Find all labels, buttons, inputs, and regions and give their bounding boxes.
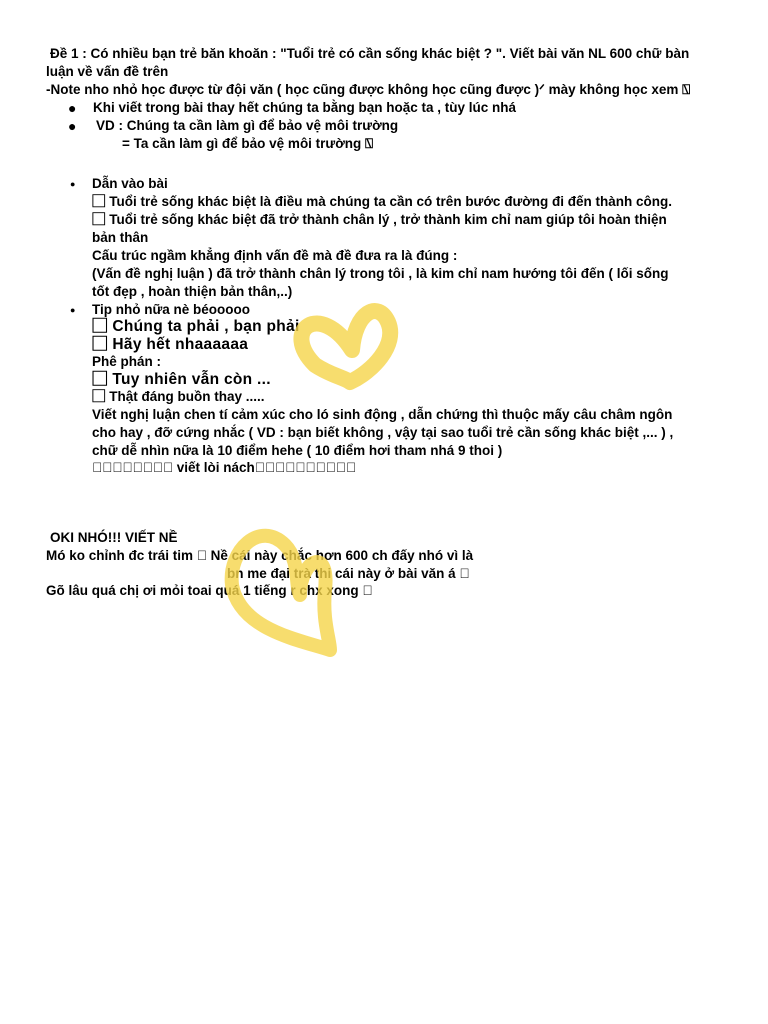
tips-line-1: ⃞ Chúng ta phải , bạn phải: [92, 318, 300, 335]
note-bullet-2-sub: = Ta cần làm gì để bảo vệ môi trường ⍂: [122, 136, 374, 151]
bullet-dot-icon: ●: [70, 305, 76, 315]
tips-title: Tip nhỏ nữa nè béooooo: [92, 302, 251, 317]
intro-line-5: (Vấn đề nghị luận ) đã trở thành chân lý trong tôi , là kim chỉ nam hướng tôi đến ( lối sống: [92, 266, 669, 281]
intro-line-4: Cấu trúc ngầm khẳng định vấn đề mà đề đưa ra là đúng :: [92, 248, 458, 263]
footer-line-3: bn me đại trà thi cái này ở bài văn á ⃞: [227, 566, 470, 581]
tips-line-6: Viết nghị luận chen tí cảm xúc cho ló sinh động , dẫn chứng thì thuộc mấy câu châm ngôn: [92, 407, 673, 422]
intro-line-2: ⃞ Tuổi trẻ sống khác biệt đã trở thành chân lý , trở thành kim chỉ nam giúp tôi hoàn thiện: [92, 212, 667, 227]
note-bullet-1: Khi viết trong bài thay hết chúng ta bằng bạn hoặc ta , tùy lúc nhá: [93, 100, 517, 115]
note-line: -Note nho nhỏ học được từ đội văn ( học cũng được không học cũng được )ᐟ mày không học xem ⍂: [46, 82, 691, 97]
footer-line-4: Gõ lâu quá chị ơi mỏi toai quá 1 tiếng r chx xong ⃞: [46, 583, 373, 598]
intro-line-6: tốt đẹp , hoàn thiện bản thân,..): [92, 284, 293, 299]
tips-line-2: ⃞ Hãy hết nhaaaaaa: [92, 336, 249, 353]
prompt-line-1: Đề 1 : Có nhiều bạn trẻ băn khoăn : "Tuổi trẻ có cần sống khác biệt ? ". Viết bài văn NL 600 chữ bàn: [50, 46, 690, 61]
tips-line-3: Phê phán :: [92, 354, 162, 369]
prompt-line-2: luận về vấn đề trên: [46, 64, 169, 79]
bullet-dot-icon: ●: [68, 100, 77, 116]
intro-title: Dẫn vào bài: [92, 176, 168, 191]
tips-line-9: ⃞⃞⃞⃞⃞⃞⃞⃞ viết lòi nách⃞⃞⃞⃞⃞⃞⃞⃞⃞⃞: [92, 460, 357, 475]
tips-line-8: chữ dễ nhìn nữa là 10 điểm hehe ( 10 điểm hơi tham nhá 9 thoi ): [92, 443, 503, 458]
intro-line-3: bản thân: [92, 230, 149, 245]
intro-line-1: ⃞ Tuổi trẻ sống khác biệt là điều mà chúng ta cần có trên bước đường đi đến thành công.: [92, 194, 673, 209]
bullet-dot-icon: ●: [70, 179, 76, 189]
footer-line-1: OKI NHÓ!!! VIẾT NỀ: [50, 530, 178, 545]
heart-icon: [301, 311, 390, 382]
note-bullet-2: VD : Chúng ta cần làm gì để bảo vệ môi trường: [96, 118, 399, 133]
bullet-dot-icon: ●: [68, 118, 77, 134]
footer-line-2: Mó ko chỉnh đc trái tim ⃞ Nề cái này chắc hơn 600 ch đấy nhó vì là: [46, 548, 474, 563]
tips-line-7: cho hay , đỡ cứng nhắc ( VD : bạn biết không , vậy tại sao tuổi trẻ cần sống khác biệt ,... ) ,: [92, 425, 674, 440]
tips-line-4: ⃞ Tuy nhiên vẫn còn ...: [92, 371, 271, 388]
tips-line-5: ⃞ Thật đáng buồn thay .....: [92, 389, 265, 404]
